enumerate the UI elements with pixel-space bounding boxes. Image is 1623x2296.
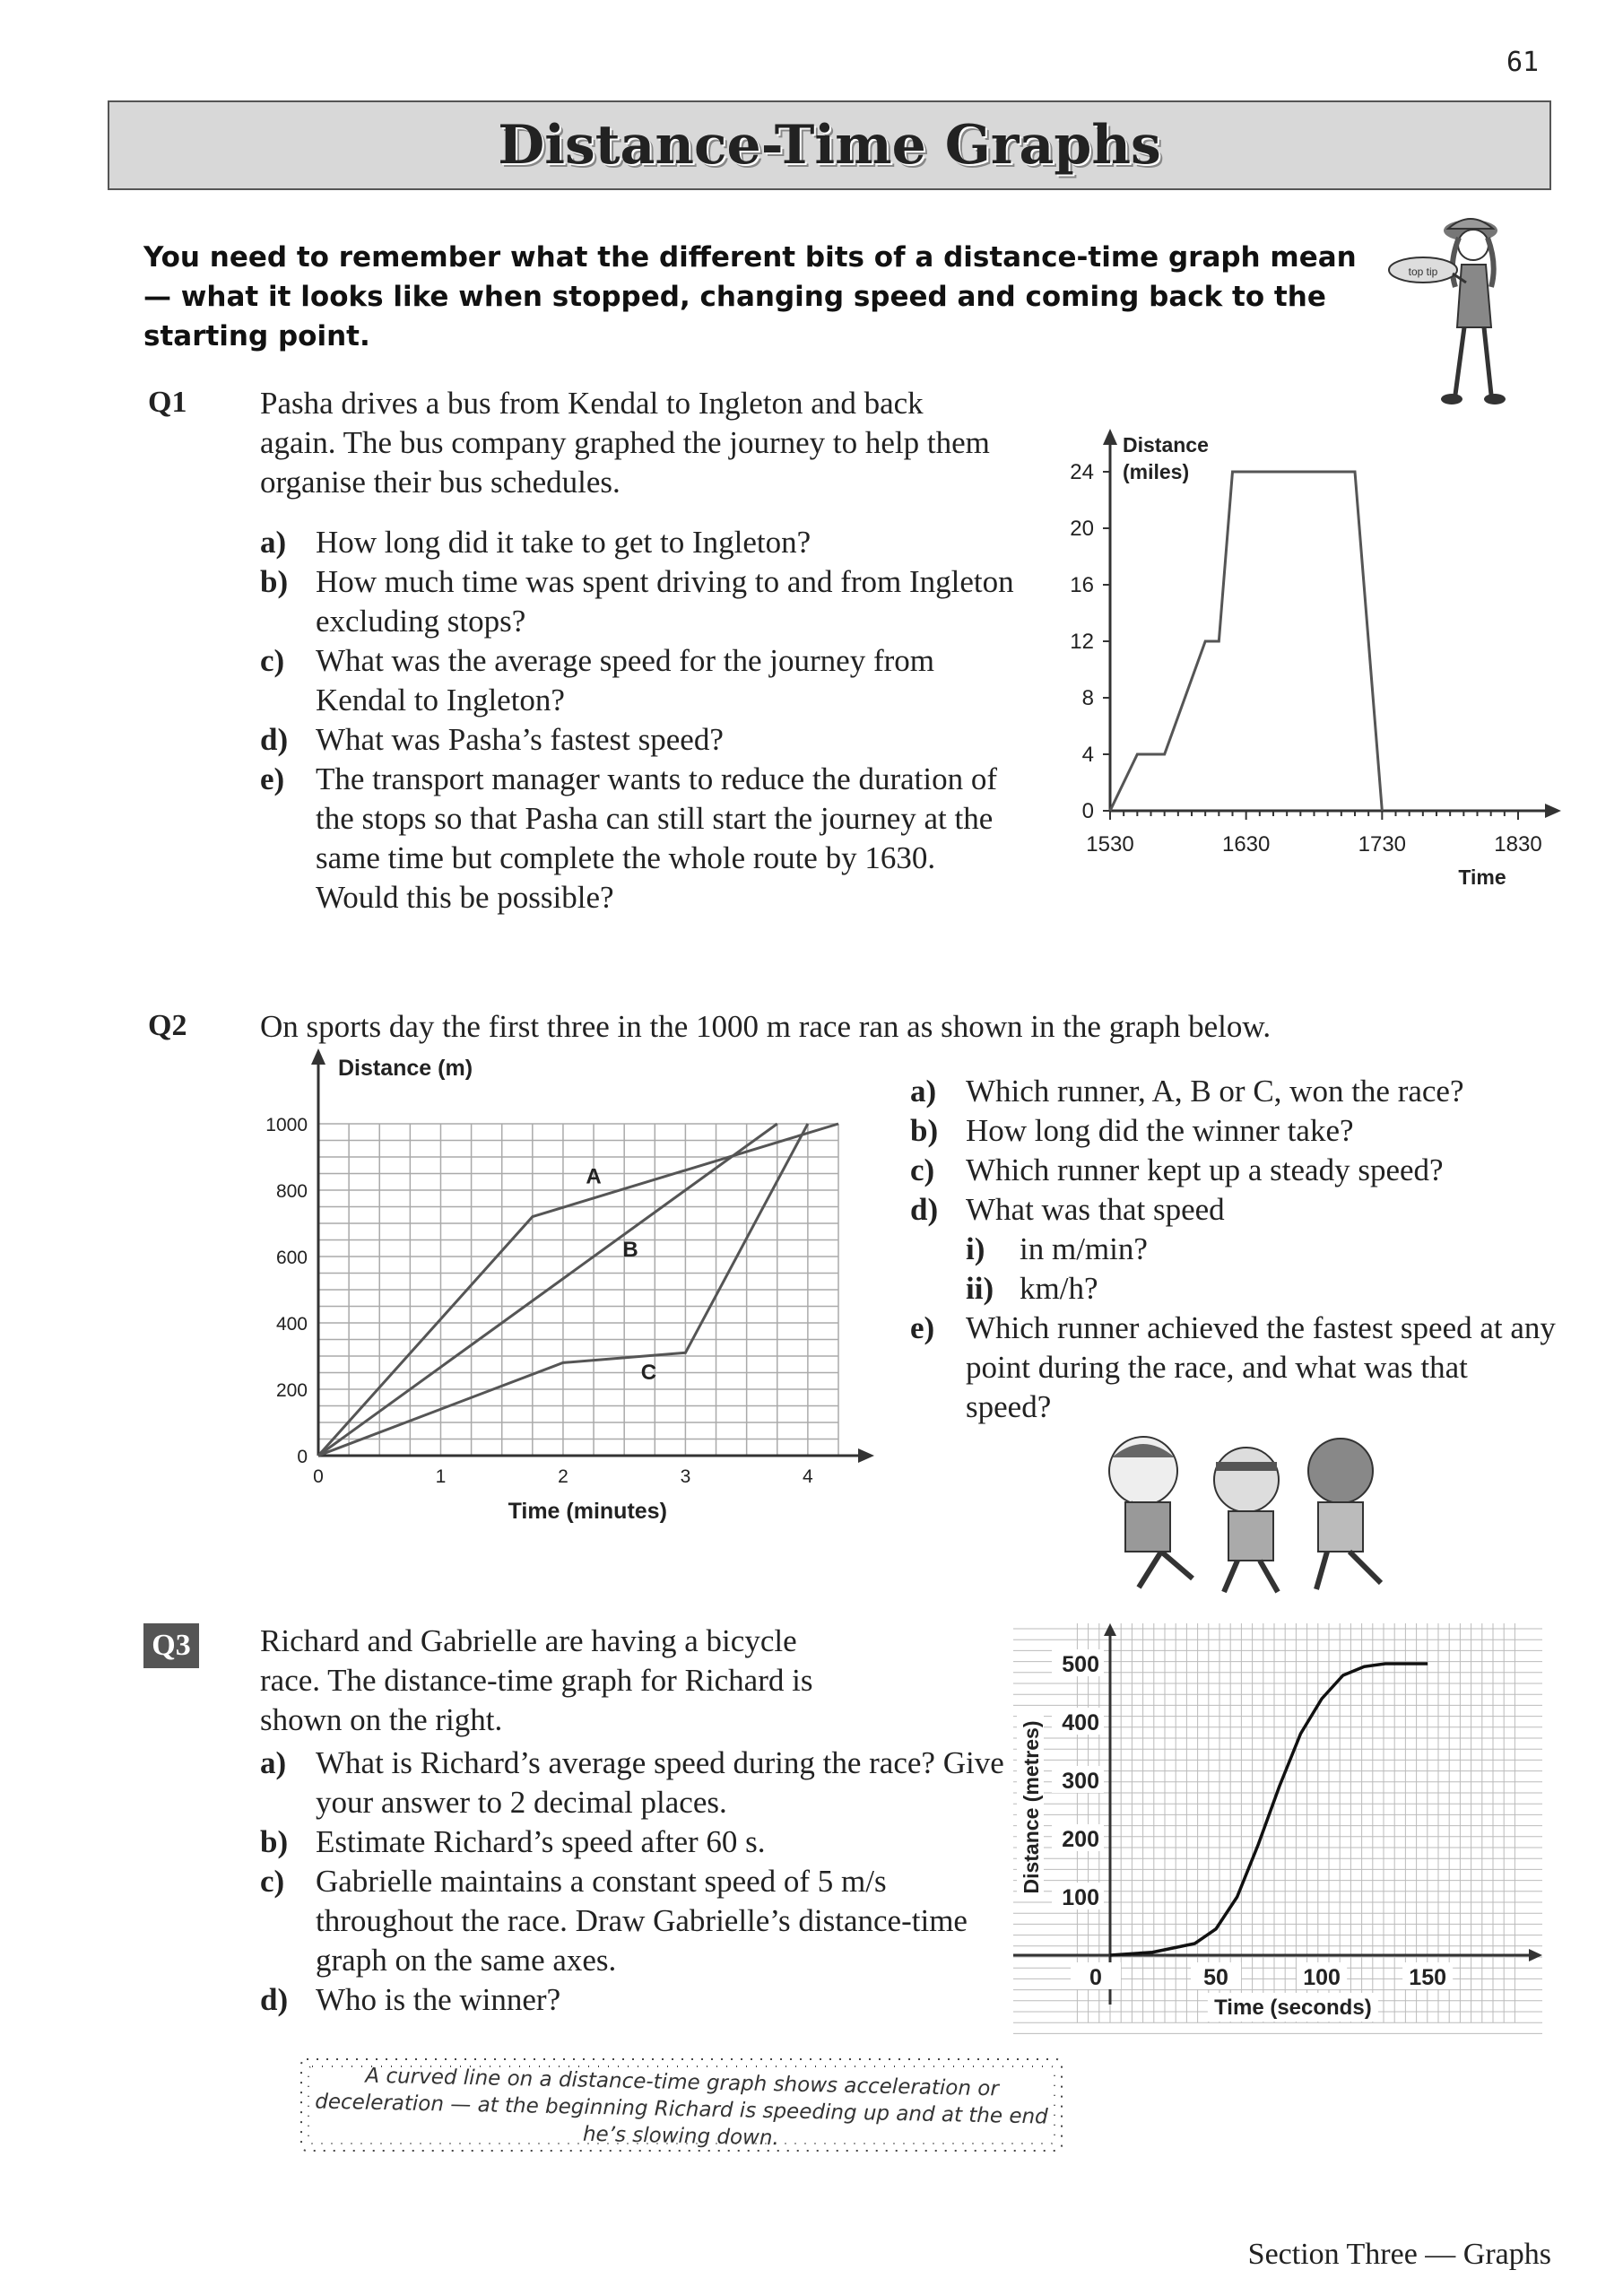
- q2-part-c: c) Which runner kept up a steady speed?: [910, 1152, 1444, 1187]
- y-tick-label: 800: [275, 1181, 308, 1202]
- y-axis-arrow: [311, 1048, 325, 1065]
- y-axis-label-line2: (miles): [1123, 460, 1190, 483]
- q2-text: On sports day the first three in the 1000 m race ran as shown in the graph below.: [260, 1009, 1271, 1044]
- y-axis-label: Distance (m): [338, 1056, 473, 1081]
- x-axis-arrow: [858, 1448, 874, 1463]
- q2-part-d: d) What was that speed: [910, 1192, 1225, 1227]
- y-tick-label: 100: [1062, 1885, 1099, 1910]
- q2-part-d-i: i) in m/min?: [966, 1231, 1148, 1266]
- x-tick-label: 50: [1203, 1965, 1228, 1990]
- runners-illustration: [1076, 1417, 1417, 1596]
- y-tick-label: 300: [1062, 1769, 1099, 1794]
- x-tick-label: 4: [803, 1466, 813, 1487]
- q1-text: Pasha drives a bus from Kendal to Ingleton and back again. The bus company graphed the journey to help them organise their bus schedules.: [260, 386, 990, 500]
- y-tick-label: 12: [1070, 630, 1094, 654]
- q3-part-c: c) Gabrielle maintains a constant speed of 5 m/s throughout the race. Draw Gabrielle’s distance-time graph on the same axes.: [260, 1864, 968, 1978]
- y-tick-label: 400: [1062, 1710, 1099, 1735]
- y-axis-arrow: [1104, 1623, 1116, 1636]
- q2-part-e: e) Which runner achieved the fastest speed at any point during the race, and what was that speed?: [910, 1310, 1556, 1424]
- section-footer: Section Three — Graphs: [1247, 2238, 1551, 2271]
- x-tick-label: 0: [1089, 1965, 1102, 1990]
- q3-part-a: a) What is Richard’s average speed during the race? Give your answer to 2 decimal places.: [260, 1745, 1004, 1820]
- x-tick-label: 0: [313, 1466, 324, 1487]
- q3-number: Q3: [143, 1623, 199, 1668]
- y-tick-label: 0: [1081, 799, 1094, 823]
- bus-journey-chart: [1031, 422, 1569, 906]
- q1-number: Q1: [148, 386, 187, 419]
- illustration-text: top tip: [1408, 265, 1438, 278]
- y-tick-label: 500: [1062, 1652, 1099, 1677]
- y-tick-label: 400: [275, 1314, 308, 1335]
- q1-part-c: c) What was the average speed for the journey from Kendal to Ingleton?: [260, 643, 934, 718]
- x-axis-arrow: [1529, 1949, 1542, 1961]
- runner-label-c: C: [640, 1360, 657, 1385]
- q1-part-e: e) The transport manager wants to reduce the duration of the stops so that Pasha can still start the journey at the same time but complete the whole route by 1630. Would this be possible?: [260, 761, 998, 915]
- x-tick-label: 1530: [1086, 832, 1134, 857]
- x-axis-label: Time (minutes): [508, 1499, 667, 1524]
- q2-part-b: b) How long did the winner take?: [910, 1113, 1354, 1148]
- x-axis-label: Time (seconds): [1214, 1996, 1372, 2020]
- x-axis-label: Time: [1458, 865, 1506, 889]
- y-tick-label: 200: [1062, 1827, 1099, 1852]
- x-tick-label: 1730: [1358, 832, 1407, 857]
- top-tip-illustration: [1385, 202, 1542, 417]
- q2-number: Q2: [148, 1009, 187, 1042]
- race-chart: [251, 1045, 897, 1534]
- runner-label-b: B: [622, 1238, 638, 1262]
- q3-part-d: d) Who is the winner?: [260, 1982, 561, 2017]
- q3-part-b: b) Estimate Richard’s speed after 60 s.: [260, 1824, 766, 1859]
- intro-text: You need to remember what the different bits of a distance-time graph mean — what it looks like when stopped, changing speed and coming back to the starting point.: [143, 241, 1357, 352]
- y-tick-label: 20: [1070, 517, 1094, 541]
- y-tick-label: 1000: [265, 1115, 308, 1135]
- q1-part-d: d) What was Pasha’s fastest speed?: [260, 722, 724, 757]
- title-banner: [108, 100, 1551, 190]
- tip-text: A curved line on a distance-time graph shows acceleration or deceleration — at the beginning Richard is speeding up and at the end he’s slowing down.: [315, 2064, 1048, 2151]
- q2-part-d-ii: ii) km/h?: [966, 1271, 1098, 1306]
- y-tick-label: 4: [1081, 743, 1094, 767]
- q3-text: Richard and Gabrielle are having a bicycle race. The distance-time graph for Richard is shown on the right.: [260, 1623, 813, 1737]
- x-tick-label: 1630: [1221, 832, 1271, 857]
- journey-line: [1110, 472, 1382, 811]
- q3-parts: [260, 1744, 1022, 2020]
- q2-parts: [910, 1072, 1556, 1427]
- page-title: Distance-Time Graphs: [498, 114, 1161, 177]
- y-tick-label: 600: [275, 1248, 308, 1268]
- page-number: 61: [1506, 47, 1540, 78]
- y-axis-arrow: [1103, 429, 1117, 445]
- y-tick-label: 200: [275, 1380, 308, 1401]
- y-axis-label-line1: Distance: [1123, 433, 1209, 457]
- x-tick-label: 3: [680, 1466, 691, 1487]
- runner-label-a: A: [586, 1164, 602, 1189]
- x-tick-label: 1830: [1494, 832, 1542, 857]
- y-tick-label: 24: [1070, 460, 1094, 484]
- y-tick-label: 0: [297, 1447, 308, 1467]
- x-tick-label: 150: [1409, 1965, 1447, 1990]
- y-tick-label: 16: [1070, 573, 1094, 597]
- q1-part-b: b) How much time was spent driving to and from Ingleton excluding stops?: [260, 564, 1014, 639]
- q2-part-a: a) Which runner, A, B or C, won the race?: [910, 1074, 1464, 1109]
- x-tick-label: 100: [1303, 1965, 1341, 1990]
- x-tick-label: 1: [435, 1466, 447, 1487]
- y-axis-label: Distance (metres): [1020, 1720, 1043, 1894]
- y-tick-label: 8: [1081, 686, 1094, 710]
- q1-parts: [260, 523, 1022, 918]
- richard-curve: [1110, 1664, 1428, 1955]
- bicycle-race-chart: [1013, 1623, 1542, 2040]
- x-axis-arrow: [1545, 804, 1561, 818]
- x-tick-label: 2: [558, 1466, 568, 1487]
- q1-part-a: a) How long did it take to get to Ingleton?: [260, 525, 812, 560]
